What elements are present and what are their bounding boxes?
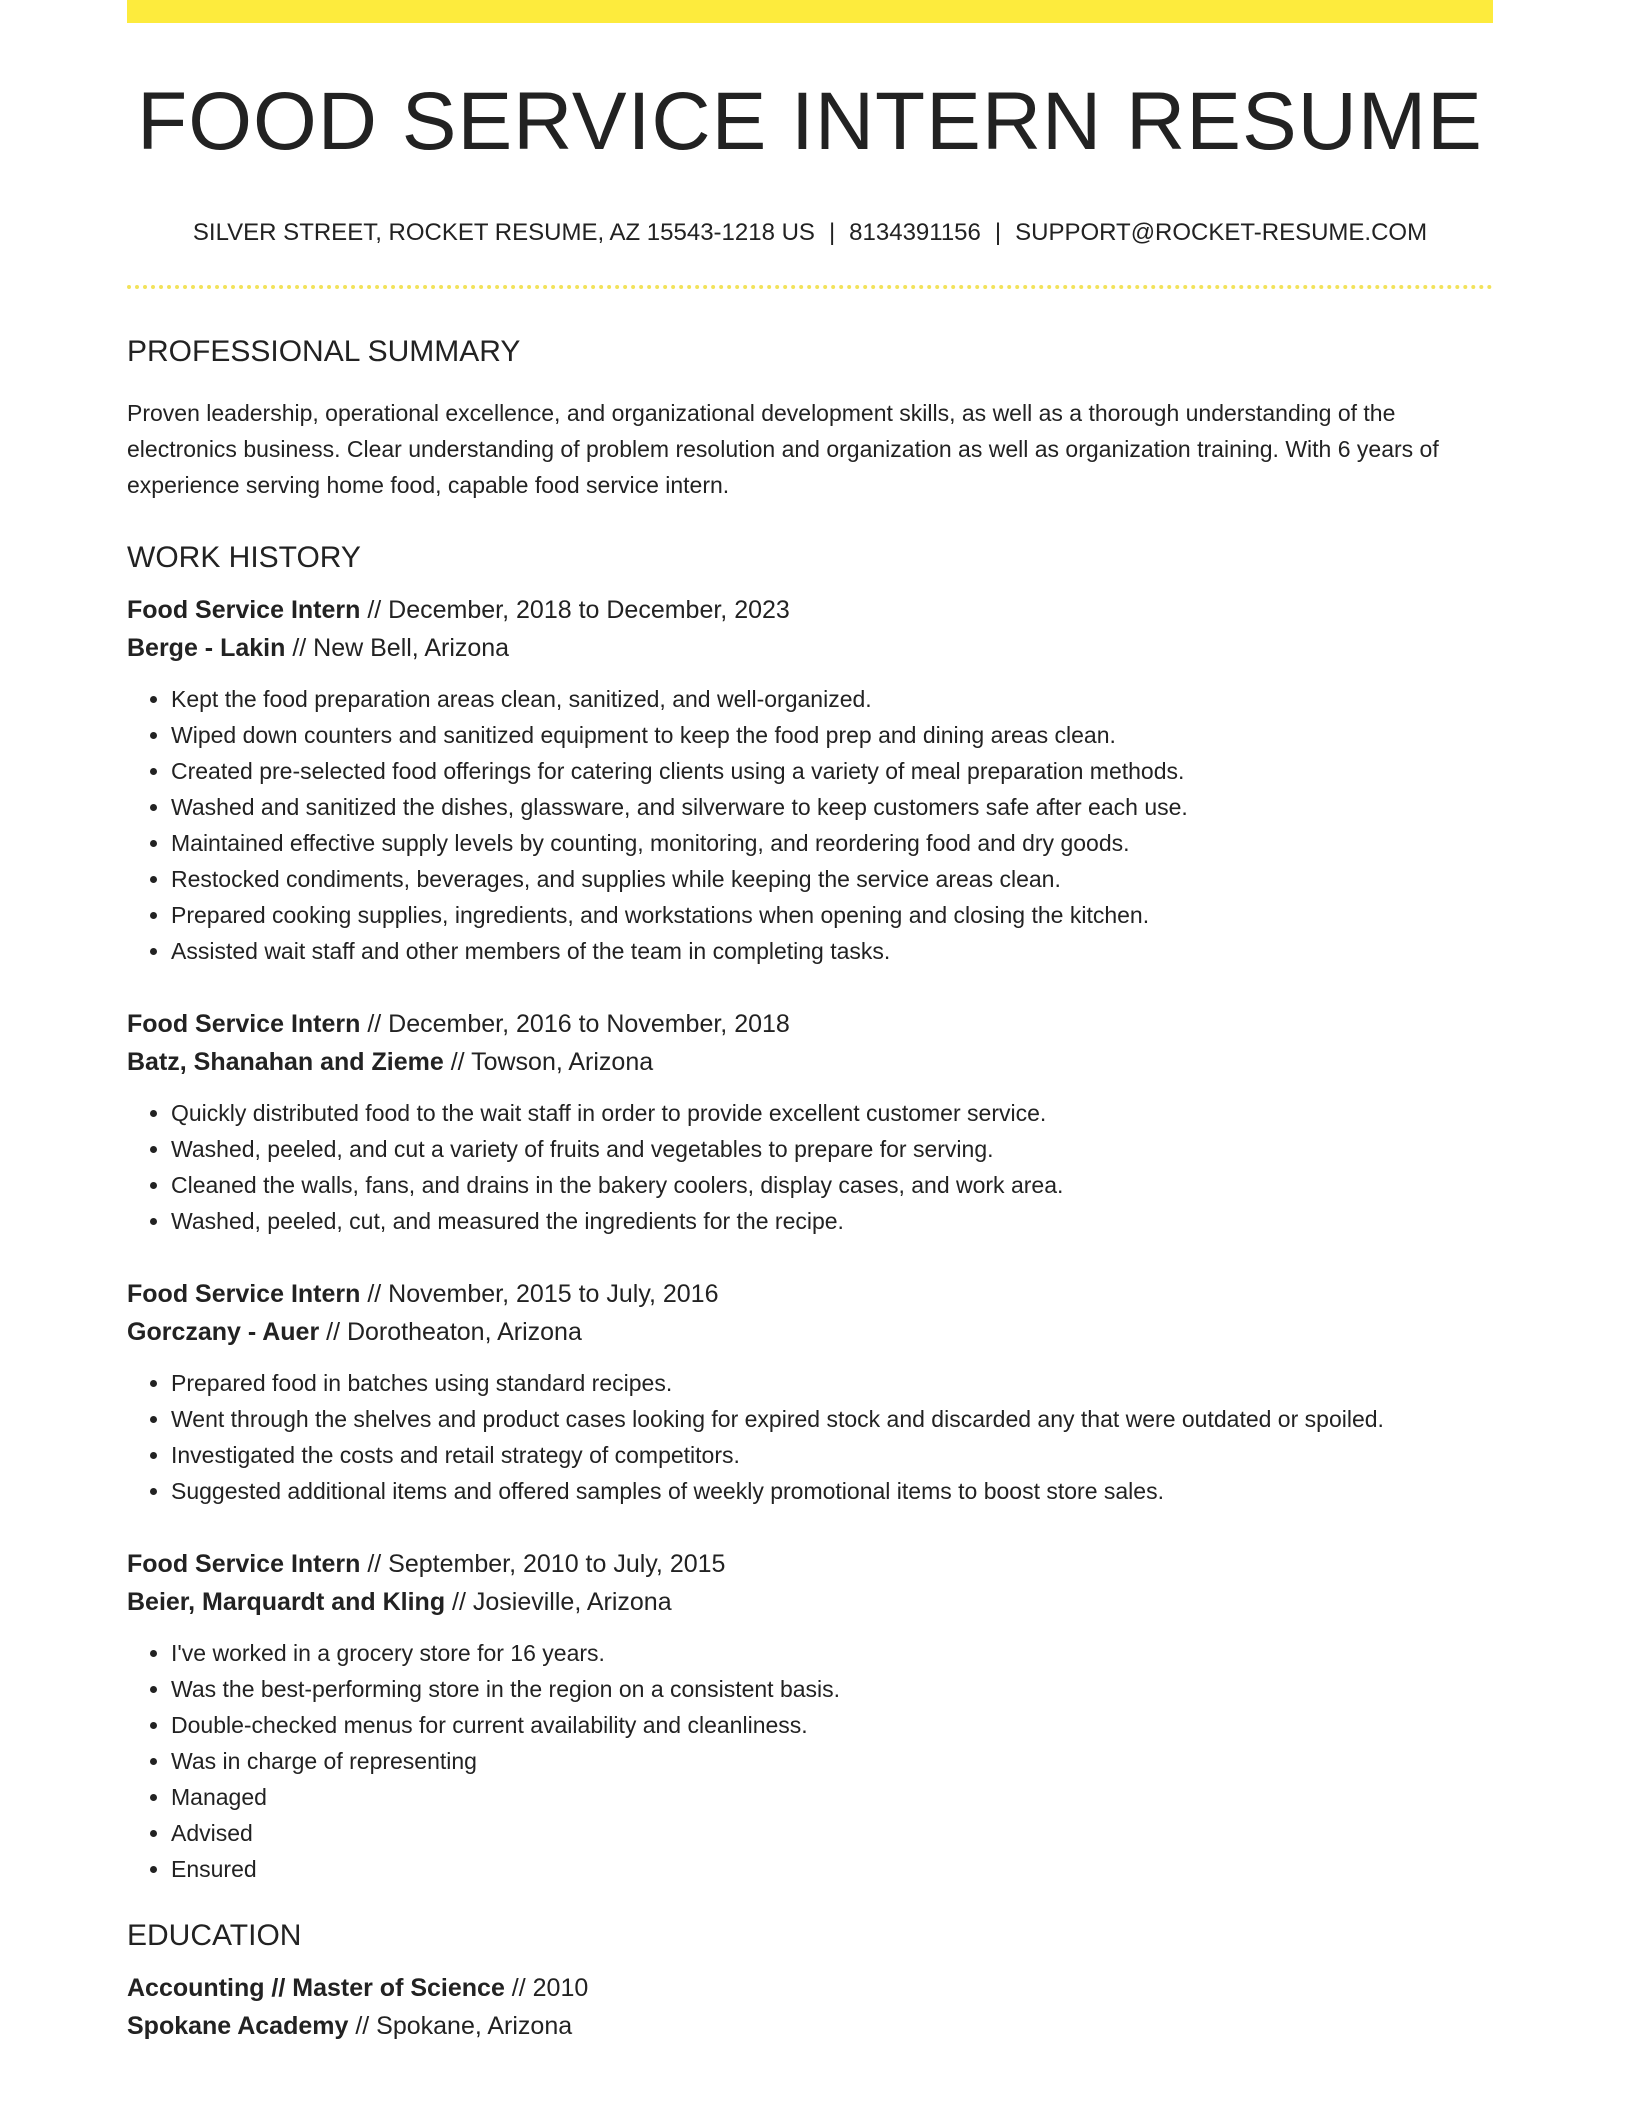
company-location: // Towson, Arizona <box>443 1048 654 1076</box>
job-company-line <box>127 1043 1493 1081</box>
job-company-line <box>127 1313 1493 1351</box>
company-name: Berge - Lakin <box>127 634 286 662</box>
job-title: Food Service Intern <box>127 1010 361 1038</box>
job-title-line <box>127 1005 1493 1043</box>
job-dates: // December, 2016 to November, 2018 <box>360 1010 790 1038</box>
job-bullet: • Quickly distributed food to the wait staff in order to provide excellent customer service. <box>171 1095 1493 1131</box>
contact-line <box>127 221 1493 245</box>
job-title-line <box>127 1275 1493 1313</box>
job-bullet: • Washed, peeled, and cut a variety of fruits and vegetables to prepare for serving. <box>171 1131 1493 1167</box>
job-company-line <box>127 629 1493 667</box>
contact-separator: | <box>828 219 836 246</box>
school-location: // Spokane, Arizona <box>348 2012 573 2040</box>
company-location: // New Bell, Arizona <box>285 634 510 662</box>
job-entry <box>127 1275 1493 1509</box>
education-heading: EDUCATION <box>127 1919 302 1952</box>
job-bullet: • I've worked in a grocery store for 16 years. <box>171 1635 1493 1671</box>
summary-heading: PROFESSIONAL SUMMARY <box>127 335 521 368</box>
job-bullet-list <box>127 1095 1493 1239</box>
job-company-line <box>127 1583 1493 1621</box>
address-text: SILVER STREET, ROCKET RESUME, AZ 15543-1218 US <box>192 219 815 246</box>
job-title-line <box>127 591 1493 629</box>
job-bullet: • Kept the food preparation areas clean, sanitized, and well-organized. <box>171 681 1493 717</box>
resume-page <box>127 0 1493 2045</box>
job-bullet: • Prepared cooking supplies, ingredients, and workstations when opening and closing the kitchen. <box>171 897 1493 933</box>
school-name: Spokane Academy <box>127 2012 349 2040</box>
job-bullet: • Restocked condiments, beverages, and supplies while keeping the service areas clean. <box>171 861 1493 897</box>
work-history-list <box>127 591 1493 1887</box>
job-title: Food Service Intern <box>127 596 361 624</box>
education-degree-line <box>127 1969 1493 2007</box>
job-bullet: • Washed, peeled, cut, and measured the ingredients for the recipe. <box>171 1203 1493 1239</box>
job-title-line <box>127 1545 1493 1583</box>
job-bullet: • Went through the shelves and product cases looking for expired stock and discarded any that were outdated or spoiled. <box>171 1401 1493 1437</box>
job-bullet: • Assisted wait staff and other members of the team in completing tasks. <box>171 933 1493 969</box>
company-location: // Josieville, Arizona <box>445 1588 672 1616</box>
company-name: Gorczany - Auer <box>127 1318 320 1346</box>
resume-title: FOOD SERVICE INTERN RESUME <box>137 76 1483 167</box>
job-title: Food Service Intern <box>127 1280 361 1308</box>
job-bullet: • Maintained effective supply levels by counting, monitoring, and reordering food and dry goods. <box>171 825 1493 861</box>
job-bullet: • Prepared food in batches using standard recipes. <box>171 1365 1493 1401</box>
job-bullet-list <box>127 1365 1493 1509</box>
job-bullet: • Was in charge of representing <box>171 1743 1493 1779</box>
dotted-divider <box>127 285 1493 289</box>
degree-text: Accounting // Master of Science <box>127 1974 505 2002</box>
job-dates: // December, 2018 to December, 2023 <box>360 596 790 624</box>
company-location: // Dorotheaton, Arizona <box>319 1318 582 1346</box>
job-bullet: • Washed and sanitized the dishes, glassware, and silverware to keep customers safe after each use. <box>171 789 1493 825</box>
job-bullet: • Investigated the costs and retail strategy of competitors. <box>171 1437 1493 1473</box>
degree-year: // 2010 <box>504 1974 589 2002</box>
summary-paragraph: Proven leadership, operational excellence, and organizational development skills, as well as a thorough understanding of the electronics business. Clear understanding of problem resolution and organization as well as organization training. With 6 years of experience serving home food, capable food service intern. <box>127 400 1439 498</box>
job-bullet: • Double-checked menus for current availability and cleanliness. <box>171 1707 1493 1743</box>
job-bullet: • Was the best-performing store in the region on a consistent basis. <box>171 1671 1493 1707</box>
job-bullet-list <box>127 681 1493 969</box>
phone-text: 8134391156 <box>849 219 981 246</box>
job-entry <box>127 591 1493 969</box>
job-bullet-list <box>127 1635 1493 1887</box>
email-link[interactable]: SUPPORT@ROCKET-RESUME.COM <box>1015 219 1428 246</box>
work-history-heading: WORK HISTORY <box>127 541 361 574</box>
job-bullet: • Cleaned the walls, fans, and drains in the bakery coolers, display cases, and work area. <box>171 1167 1493 1203</box>
job-dates: // September, 2010 to July, 2015 <box>360 1550 726 1578</box>
education-entry <box>127 1969 1493 2045</box>
job-bullet: • Ensured <box>171 1851 1493 1887</box>
company-name: Batz, Shanahan and Zieme <box>127 1048 444 1076</box>
accent-bar <box>127 0 1493 23</box>
job-bullet: • Advised <box>171 1815 1493 1851</box>
job-bullet: • Managed <box>171 1779 1493 1815</box>
job-dates: // November, 2015 to July, 2016 <box>360 1280 719 1308</box>
job-entry <box>127 1545 1493 1887</box>
job-entry <box>127 1005 1493 1239</box>
job-bullet: • Wiped down counters and sanitized equipment to keep the food prep and dining areas clean. <box>171 717 1493 753</box>
job-bullet: • Created pre-selected food offerings for catering clients using a variety of meal preparation methods. <box>171 753 1493 789</box>
contact-separator: | <box>994 219 1002 246</box>
job-title: Food Service Intern <box>127 1550 361 1578</box>
company-name: Beier, Marquardt and Kling <box>127 1588 446 1616</box>
education-school-line <box>127 2007 1493 2045</box>
job-bullet: • Suggested additional items and offered samples of weekly promotional items to boost store sales. <box>171 1473 1493 1509</box>
